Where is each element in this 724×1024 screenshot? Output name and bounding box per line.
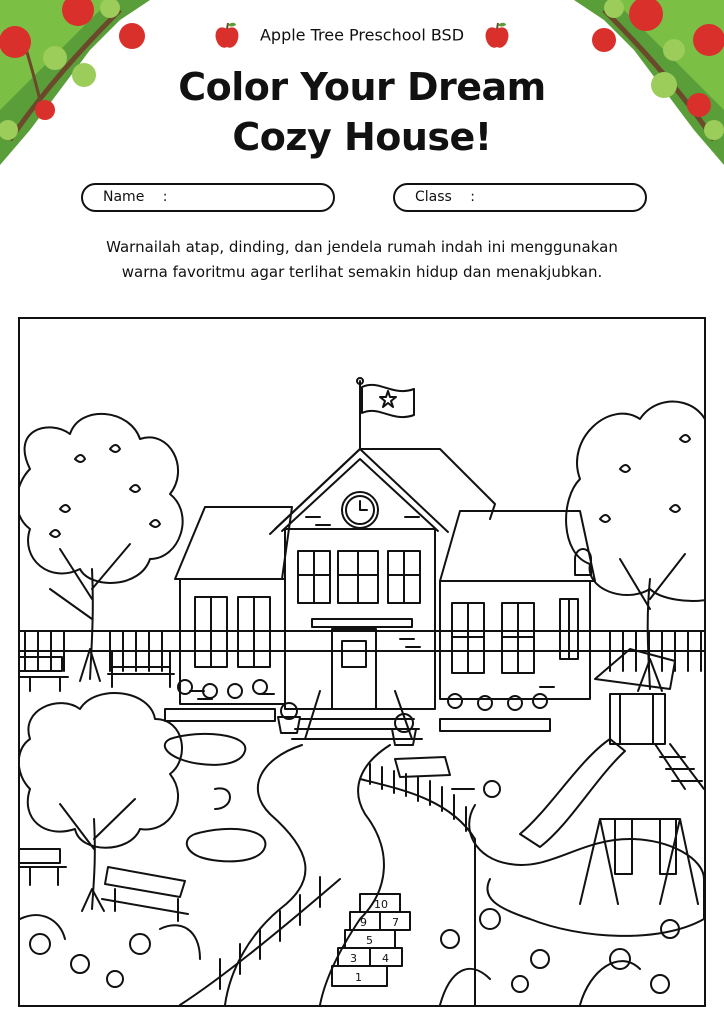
hopscotch-number: 3 <box>350 952 357 965</box>
coloring-frame <box>18 317 706 1007</box>
hopscotch-number: 5 <box>366 934 373 947</box>
house-illustration <box>20 319 704 1005</box>
name-label: Name <box>103 189 145 205</box>
instructions <box>40 235 684 285</box>
hopscotch-number: 1 <box>355 971 362 984</box>
school-name: Apple Tree Preschool BSD <box>259 25 465 45</box>
instructions-line-2: warna favoritmu agar terlihat semakin hidup dan menakjubkan. <box>121 263 603 281</box>
page-title <box>0 62 724 162</box>
apple-icon <box>483 20 511 50</box>
picket-fence <box>180 764 475 1005</box>
hopscotch-number: 4 <box>382 952 389 965</box>
name-separator: : <box>162 189 168 205</box>
name-field[interactable] <box>81 183 335 212</box>
instructions-line-1: Warnailah atap, dinding, dan jendela rumah indah ini menggunakan <box>106 238 618 256</box>
playground <box>469 649 704 936</box>
class-label: Class <box>415 189 452 205</box>
school-name-row <box>0 20 724 50</box>
title-line-1: Color Your Dream <box>178 65 546 109</box>
hopscotch-number: 10 <box>374 898 388 911</box>
flag-icon <box>357 378 414 449</box>
ponds <box>165 734 266 862</box>
sandbox-toys <box>395 757 500 797</box>
apple-icon <box>213 20 241 50</box>
class-field[interactable] <box>393 183 647 212</box>
clock-icon <box>342 492 378 528</box>
hopscotch-number: 7 <box>392 916 399 929</box>
tree-left-bottom <box>20 693 182 911</box>
tree-left-top <box>20 414 183 681</box>
title-line-2: Cozy House! <box>232 115 492 159</box>
class-separator: : <box>470 189 476 205</box>
hopscotch-number: 9 <box>360 916 367 929</box>
hopscotch <box>332 894 410 986</box>
